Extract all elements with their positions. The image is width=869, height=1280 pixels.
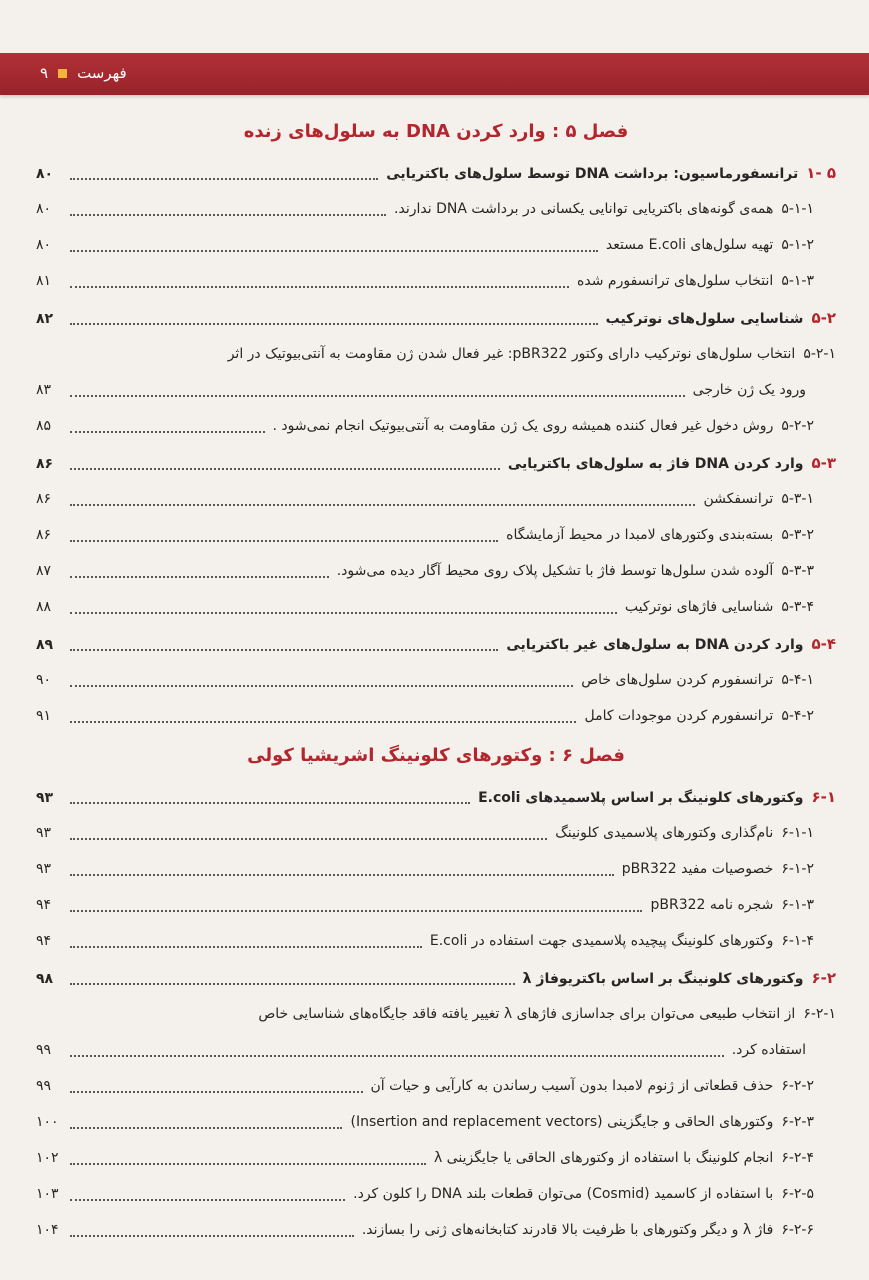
entry-title: تهیه سلول‌های E.coli مستعد <box>605 237 774 253</box>
dot-leader <box>70 1235 354 1237</box>
entry-number: ۵-۴-۲ <box>781 708 814 724</box>
entry-page-number: ۹۳ <box>36 861 52 877</box>
entry-page-number: ۸۲ <box>36 311 54 327</box>
toc-subsection-entry <box>36 1140 836 1176</box>
entry-title: ترانسفورم کردن سلول‌های خاص <box>581 672 774 688</box>
entry-page-number: ۸۷ <box>36 563 52 579</box>
dot-leader <box>70 946 422 948</box>
dot-leader <box>70 395 685 397</box>
entry-number: ۵-۳-۴ <box>781 599 814 615</box>
entry-title: انجام کلونینگ با استفاده از وکتورهای الحاقی یا جایگزینی λ <box>433 1150 774 1166</box>
entry-title: بسته‌بندی وکتورهای لامبدا در محیط آزمایشگاه <box>506 527 774 543</box>
dot-leader <box>70 504 695 506</box>
dot-leader <box>70 468 500 470</box>
toc-subsection-entry <box>36 996 836 1032</box>
dot-leader <box>70 1091 363 1093</box>
header-label: فهرست <box>77 64 127 82</box>
entry-page-number: ۸۰ <box>36 201 52 217</box>
entry-number: ۶-۲-۵ <box>781 1186 814 1202</box>
entry-title: استفاده کرد. <box>731 1042 806 1058</box>
header-bar <box>0 53 869 95</box>
toc-section-entry <box>36 625 836 662</box>
dot-leader <box>70 612 617 614</box>
entry-page-number: ۸۰ <box>36 166 54 182</box>
entry-number: ۵-۳-۳ <box>781 563 814 579</box>
entry-title: ترانسفکشن <box>703 491 774 507</box>
toc-subsection-entry <box>36 408 836 444</box>
toc-subsection-entry <box>36 481 836 517</box>
toc-section-entry <box>36 154 836 191</box>
toc-subsection-entry <box>36 887 836 923</box>
entry-title: انتخاب سلول‌های نوترکیب دارای وکتور pBR322: غیر فعال شدن ژن مقاومت به آنتی‌بیوتیک در اثر <box>227 346 796 362</box>
dot-leader <box>70 1127 342 1129</box>
toc-subsection-entry <box>36 815 836 851</box>
entry-title: همه‌ی گونه‌های باکتریایی توانایی یکسانی در برداشت DNA ندارند. <box>394 201 774 217</box>
entry-page-number: ۱۰۰ <box>36 1114 59 1130</box>
entry-number: ۵ -۱ <box>806 164 836 182</box>
toc-subsection-entry <box>36 1104 836 1140</box>
entry-number: ۶-۱-۲ <box>781 861 814 877</box>
entry-number: ۵-۳-۲ <box>781 527 814 543</box>
entry-number: ۵-۱-۳ <box>781 273 814 289</box>
entry-number: ۶-۱ <box>811 788 836 806</box>
dot-leader <box>70 1199 345 1201</box>
dot-leader <box>70 178 378 180</box>
entry-title: وکتورهای کلونینگ بر اساس باکتریوفاژ λ <box>522 971 804 987</box>
entry-page-number: ۸۶ <box>36 527 52 543</box>
entry-page-number: ۱۰۲ <box>36 1150 59 1166</box>
toc-subsection-entry <box>36 1032 836 1068</box>
chapter-title: فصل ۵ : وارد کردن DNA به سلول‌های زنده <box>243 121 629 142</box>
entry-title: انتخاب سلول‌های ترانسفورم شده <box>577 273 774 289</box>
entry-page-number: ۸۱ <box>36 273 52 289</box>
toc-subsection-entry <box>36 517 836 553</box>
dot-leader <box>70 214 386 216</box>
toc-subsection-entry <box>36 851 836 887</box>
chapter-title: فصل ۶ : وکتورهای کلونینگ اشریشیا کولی <box>247 745 625 766</box>
header-page-number: ۹ <box>40 64 49 82</box>
toc-subsection-entry <box>36 923 836 959</box>
entry-number: ۵-۲-۲ <box>781 418 814 434</box>
entry-page-number: ۹۸ <box>36 971 54 987</box>
entry-page-number: ۸۶ <box>36 491 52 507</box>
running-header <box>40 64 127 82</box>
entry-number: ۵-۳ <box>811 454 836 472</box>
entry-number: ۶-۲ <box>811 969 836 987</box>
entry-title: ورود یک ژن خارجی <box>692 382 806 398</box>
toc-subsection-entry <box>36 1176 836 1212</box>
entry-title: روش دخول غیر فعال کننده همیشه روی یک ژن مقاومت به آنتی‌بیوتیک انجام نمی‌شود . <box>272 418 774 434</box>
entry-number: ۶-۱-۱ <box>781 825 814 841</box>
entry-number: ۵-۲ <box>811 309 836 327</box>
toc-subsection-entry <box>36 1068 836 1104</box>
entry-title: وکتورهای الحاقی و جایگزینی (Insertion and replacement vectors) <box>350 1114 774 1130</box>
entry-title: شناسایی فاژهای نوترکیب <box>624 599 774 615</box>
entry-page-number: ۹۹ <box>36 1078 52 1094</box>
toc-subsection-entry <box>36 372 836 408</box>
entry-page-number: ۹۳ <box>36 790 54 806</box>
dot-leader <box>70 431 265 433</box>
dot-leader <box>70 576 329 578</box>
entry-number: ۶-۲-۶ <box>781 1222 814 1238</box>
dot-leader <box>70 685 573 687</box>
toc-subsection-entry <box>36 336 836 372</box>
entry-number: ۵-۱-۲ <box>781 237 814 253</box>
entry-number: ۵-۱-۱ <box>781 201 814 217</box>
entry-title: وکتورهای کلونینگ پیچیده پلاسمیدی جهت استفاده در E.coli <box>429 933 774 949</box>
entry-title: ترانسفورم کردن موجودات کامل <box>584 708 774 724</box>
entry-title: از انتخاب طبیعی می‌توان برای جداسازی فاژهای λ تغییر یافته فاقد جایگاه‌های شناسایی خاص <box>258 1006 796 1022</box>
entry-number: ۶-۲-۳ <box>781 1114 814 1130</box>
dot-leader <box>70 323 598 325</box>
entry-title: ترانسفورماسیون: برداشت DNA توسط سلول‌های باکتریایی <box>386 166 799 182</box>
toc-section-entry <box>36 959 836 996</box>
dot-leader <box>70 874 614 876</box>
entry-number: ۶-۱-۴ <box>781 933 814 949</box>
entry-title: شناسایی سلول‌های نوترکیب <box>605 311 804 327</box>
entry-number: ۶-۲-۱ <box>803 1006 836 1022</box>
entry-title: نام‌گذاری وکتورهای پلاسمیدی کلونینگ <box>555 825 774 841</box>
entry-title: خصوصیات مفید pBR322 <box>621 861 774 877</box>
entry-page-number: ۹۹ <box>36 1042 52 1058</box>
entry-title: با استفاده از کاسمید (Cosmid) می‌توان قطعات بلند DNA را کلون کرد. <box>353 1186 774 1202</box>
entry-page-number: ۱۰۴ <box>36 1222 59 1238</box>
toc-section-entry <box>36 299 836 336</box>
entry-page-number: ۹۰ <box>36 672 52 688</box>
entry-page-number: ۸۳ <box>36 382 52 398</box>
entry-page-number: ۹۱ <box>36 708 52 724</box>
entry-title: حذف قطعاتی از ژنوم لامبدا بدون آسیب رساندن به کارآیی و حیات آن <box>370 1078 774 1094</box>
toc-subsection-entry <box>36 191 836 227</box>
dot-leader <box>70 286 569 288</box>
entry-page-number: ۸۵ <box>36 418 52 434</box>
dot-leader <box>70 983 515 985</box>
square-bullet-icon <box>58 69 67 78</box>
dot-leader <box>70 540 498 542</box>
entry-title: وارد کردن DNA به سلول‌های غیر باکتریایی <box>506 637 804 653</box>
dot-leader <box>70 802 470 804</box>
dot-leader <box>70 838 547 840</box>
toc-subsection-entry <box>36 589 836 625</box>
entry-title: آلوده شدن سلول‌ها توسط فاژ با تشکیل پلاک روی محیط آگار دیده می‌شود. <box>336 563 774 579</box>
dot-leader <box>70 721 576 723</box>
entry-number: ۵-۳-۱ <box>781 491 814 507</box>
toc-subsection-entry <box>36 698 836 734</box>
entry-page-number: ۸۹ <box>36 637 54 653</box>
entry-number: ۵-۴-۱ <box>781 672 814 688</box>
dot-leader <box>70 1055 724 1057</box>
dot-leader <box>70 1163 426 1165</box>
dot-leader <box>70 649 498 651</box>
entry-page-number: ۸۸ <box>36 599 52 615</box>
entry-number: ۶-۲-۴ <box>781 1150 814 1166</box>
toc-section-entry <box>36 444 836 481</box>
toc-subsection-entry <box>36 553 836 589</box>
toc-section-entry <box>36 778 836 815</box>
entry-page-number: ۸۶ <box>36 456 54 472</box>
toc-subsection-entry <box>36 227 836 263</box>
toc-subsection-entry <box>36 263 836 299</box>
entry-number: ۵-۲-۱ <box>803 346 836 362</box>
entry-number: ۶-۲-۲ <box>781 1078 814 1094</box>
toc-subsection-entry <box>36 662 836 698</box>
entry-page-number: ۹۴ <box>36 933 52 949</box>
entry-number: ۶-۱-۳ <box>781 897 814 913</box>
dot-leader <box>70 910 642 912</box>
entry-page-number: ۸۰ <box>36 237 52 253</box>
entry-title: وکتورهای کلونینگ بر اساس پلاسمیدهای E.coli <box>478 790 804 806</box>
entry-title: شجره نامه pBR322 <box>650 897 774 913</box>
entry-page-number: ۹۳ <box>36 825 52 841</box>
toc-subsection-entry <box>36 1212 836 1248</box>
entry-number: ۵-۴ <box>811 635 836 653</box>
entry-title: وارد کردن DNA فاژ به سلول‌های باکتریایی <box>507 456 804 472</box>
entry-page-number: ۹۴ <box>36 897 52 913</box>
table-of-contents <box>36 110 836 1248</box>
dot-leader <box>70 250 598 252</box>
entry-title: فاژ λ و دیگر وکتورهای با ظرفیت بالا قادرند کتابخانه‌های ژنی را بسازند. <box>361 1222 774 1238</box>
entry-page-number: ۱۰۳ <box>36 1186 59 1202</box>
